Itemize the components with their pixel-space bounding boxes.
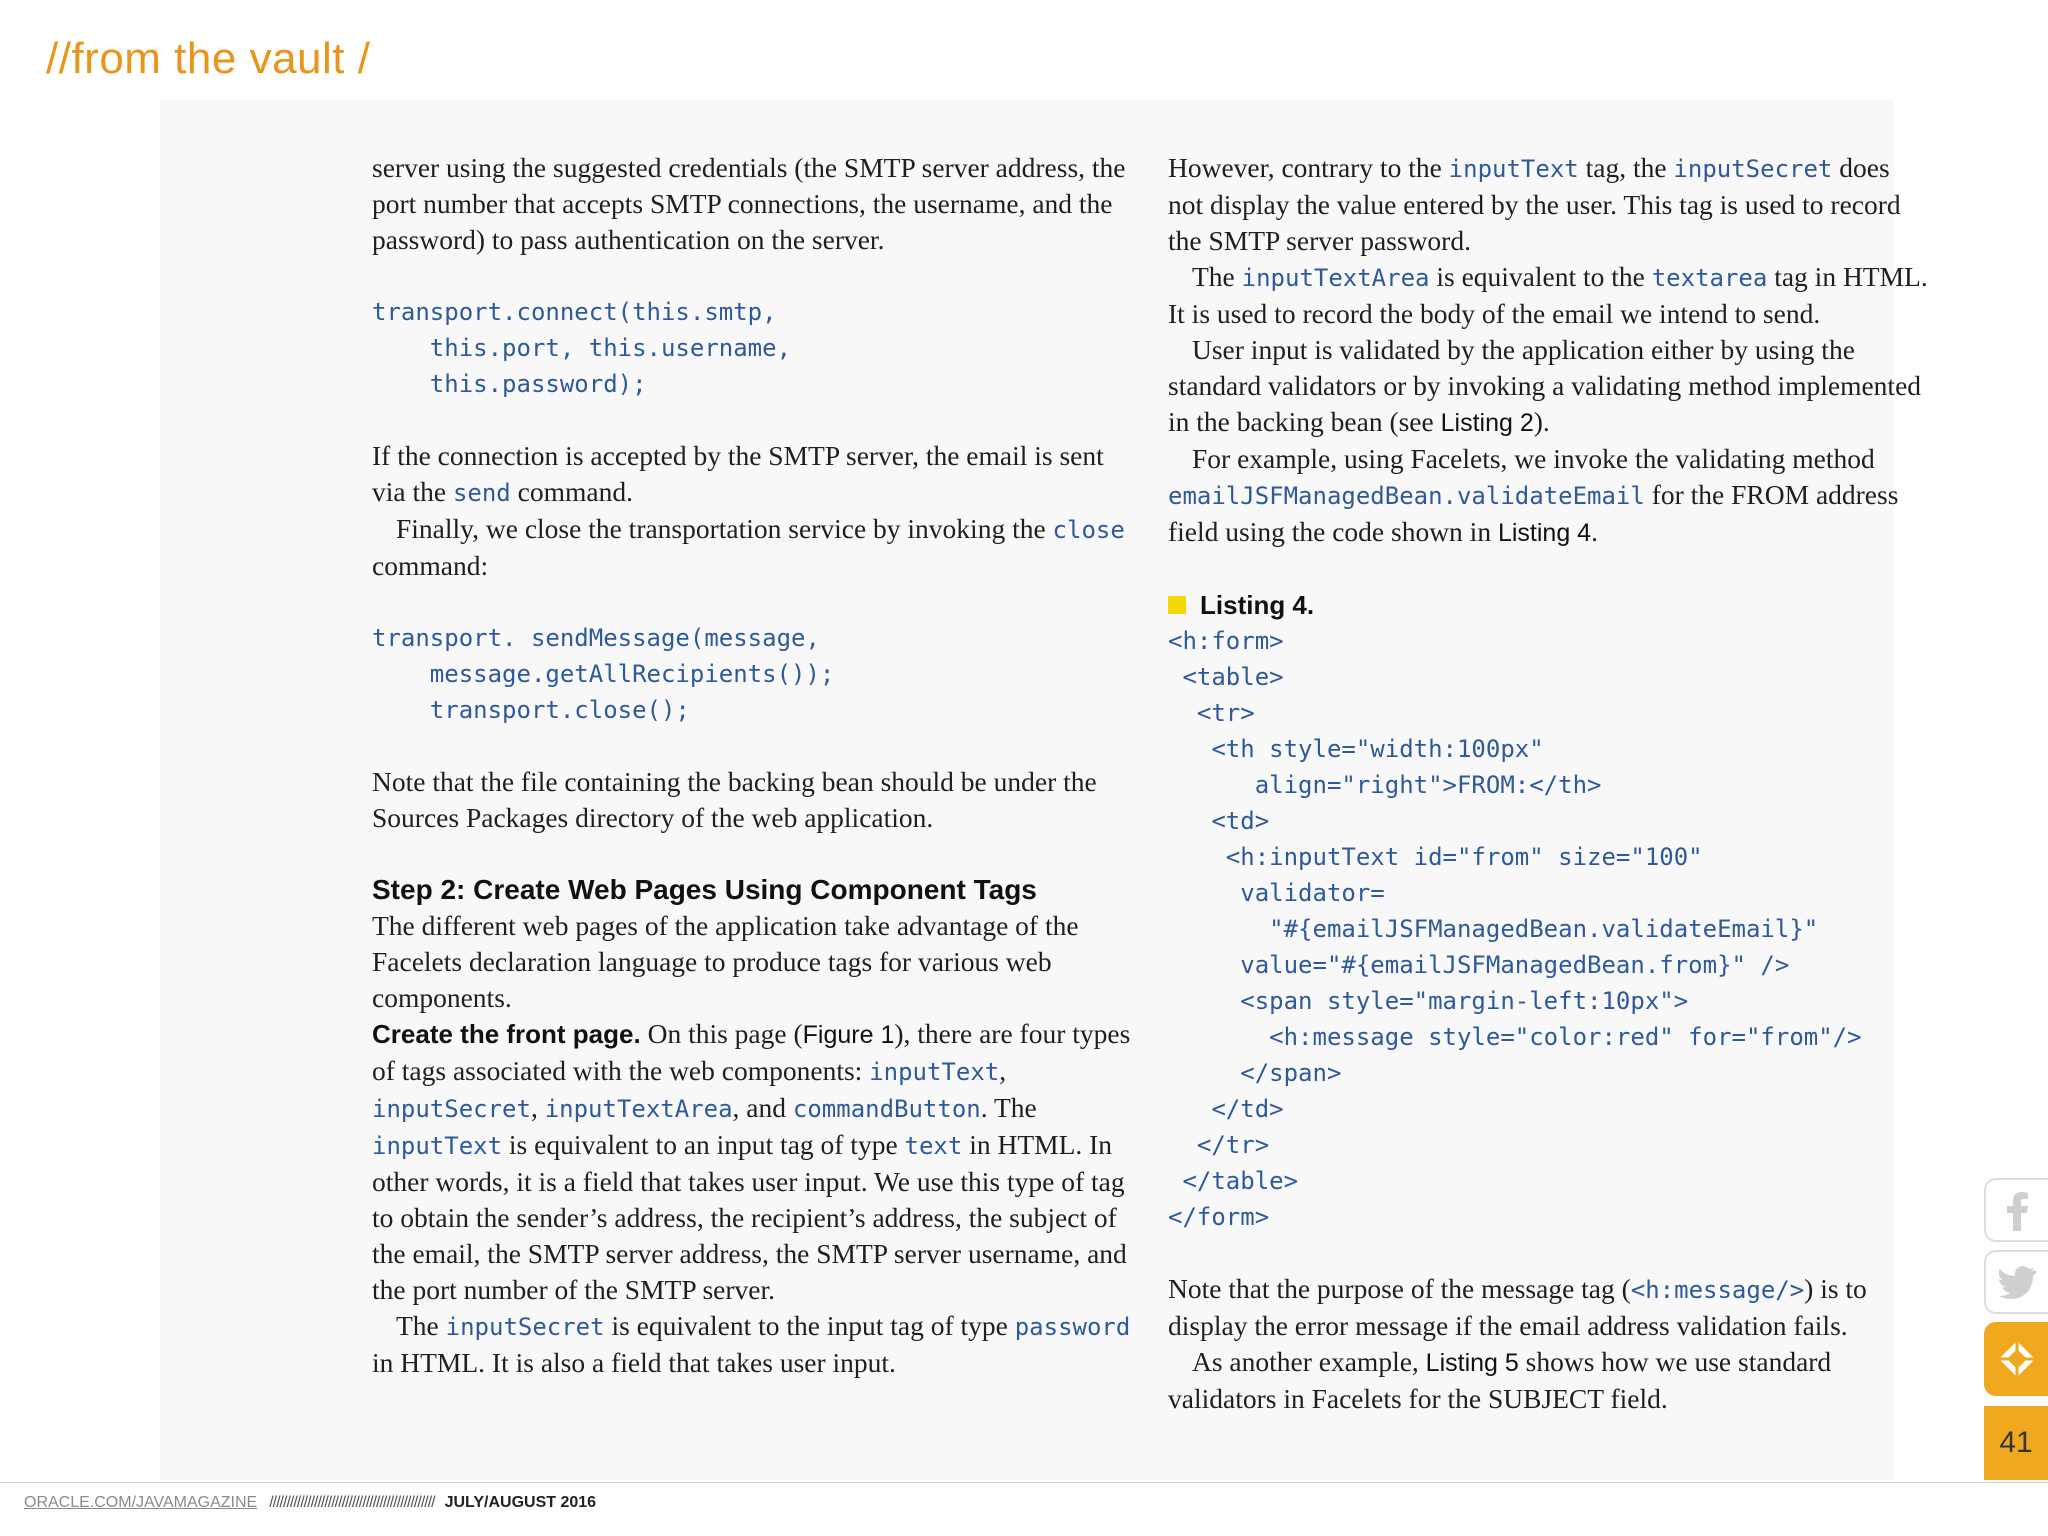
footer-slashes: //////////////////////////////////////////////// <box>269 1494 435 1511</box>
listing-marker-icon <box>1168 596 1186 614</box>
paragraph: As another example, Listing 5 shows how we use standard validators in Facelets for the SUBJECT field. <box>1168 1346 1832 1414</box>
inline-code: close <box>1052 516 1125 544</box>
twitter-icon <box>1997 1265 2037 1299</box>
code-line: </td> <box>1168 1095 1284 1123</box>
footer-link[interactable]: ORACLE.COM/JAVAMAGAZINE <box>24 1494 258 1511</box>
listing-reference: Listing 5 <box>1425 1349 1519 1377</box>
footer <box>24 1494 596 1512</box>
listing-reference: Listing 4 <box>1497 519 1592 547</box>
page-number: 41 <box>1984 1406 2048 1480</box>
code-line: message.getAllRecipients()); <box>372 660 835 688</box>
code-line: this.password); <box>372 370 647 398</box>
paragraph: server using the suggested credentials (the SMTP server address, the port number that accepts SMTP connections, the username, and the password) to pass authentication on the server. <box>372 152 1126 255</box>
code-line: <span style="margin-left:10px"> <box>1168 987 1689 1015</box>
code-line: </form> <box>1168 1203 1270 1231</box>
code-line: <tr> <box>1168 699 1255 727</box>
code-line: this.port, this.username, <box>372 334 792 362</box>
bookmark-button[interactable] <box>1984 1322 2048 1396</box>
paragraph: Note that the file containing the backing bean should be under the Sources Packages directory of the web application. <box>372 766 1097 833</box>
code-block-send <box>372 620 1132 728</box>
code-line: </span> <box>1168 1059 1342 1087</box>
code-line: </tr> <box>1168 1131 1270 1159</box>
bookmark-icon <box>1995 1337 2039 1381</box>
paragraph: User input is validated by the application either by using the standard validators or by invoking a validating method implemented in the backing bean (see Listing 2). <box>1168 334 1922 437</box>
code-line: <table> <box>1168 663 1284 691</box>
code-line: "#{emailJSFManagedBean.validateEmail}" <box>1168 915 1819 943</box>
paragraph: Create the front page. On this page (Figure 1), there are four types of tags associated with the web components: inputText, inputSecret, inputTextArea, and commandButton. The inputText is equivalent to an input tag of type text in HTML. In other words, it is a field that takes user input. We use this type of tag to obtain the sender’s address, the recipient’s address, the subject of the email, the SMTP server address, the SMTP server username, and the port number of the SMTP server. <box>372 1018 1131 1305</box>
code-line: <th style="width:100px" <box>1168 735 1544 763</box>
code-line: align="right">FROM:</th> <box>1168 771 1602 799</box>
twitter-share-button[interactable] <box>1984 1250 2048 1314</box>
footer-issue: JULY/AUGUST 2016 <box>444 1494 597 1511</box>
paragraph: The different web pages of the application take advantage of the Facelets declaration language to produce tags for various web components. <box>372 910 1079 1013</box>
paragraph: If the connection is accepted by the SMTP server, the email is sent via the send command. <box>372 440 1104 507</box>
listing-header <box>1168 587 1928 623</box>
code-listing <box>1168 623 1928 1235</box>
code-line: transport. sendMessage(message, <box>372 624 820 652</box>
listing-reference: Listing 2 <box>1440 409 1534 437</box>
code-line: <h:message style="color:red" for="from"/> <box>1168 1023 1862 1051</box>
code-block-connect <box>372 294 1132 402</box>
code-line: transport.close(); <box>372 696 690 724</box>
listing-label: Listing 4. <box>1200 590 1315 620</box>
code-line: <td> <box>1168 807 1270 835</box>
facebook-icon <box>2000 1189 2034 1231</box>
paragraph: However, contrary to the inputText tag, the inputSecret does not display the value entered by the user. This tag is used to record the SMTP server password. <box>1168 152 1901 256</box>
step-heading: Step 2: Create Web Pages Using Component Tags <box>372 874 1037 905</box>
paragraph: The inputSecret is equivalent to the input tag of type password in HTML. It is also a field that takes user input. <box>372 1310 1131 1378</box>
paragraph: Finally, we close the transportation service by invoking the close command: <box>372 513 1125 581</box>
paragraph: Note that the purpose of the message tag (<h:message/>) is to display the error message if the email address validation fails. <box>1168 1273 1867 1341</box>
left-column <box>372 150 1132 1381</box>
code-line: value="#{emailJSFManagedBean.from}" /> <box>1168 951 1790 979</box>
code-line: <h:inputText id="from" size="100" <box>1168 843 1703 871</box>
section-header: //from the vault / <box>46 34 371 83</box>
paragraph: The inputTextArea is equivalent to the textarea tag in HTML. It is used to record the body of the email we intend to send. <box>1168 261 1928 329</box>
facebook-share-button[interactable] <box>1984 1178 2048 1242</box>
figure-reference: Figure 1 <box>802 1021 895 1049</box>
run-in-heading: Create the front page. <box>372 1019 641 1049</box>
code-line: <h:form> <box>1168 627 1284 655</box>
paragraph: For example, using Facelets, we invoke the validating method emailJSFManagedBean.validateEmail for the FROM address field using the code shown in Listing 4. <box>1168 443 1899 547</box>
code-line: </table> <box>1168 1167 1299 1195</box>
right-column <box>1168 150 1928 1417</box>
code-line: transport.connect(this.smtp, <box>372 298 777 326</box>
inline-code: send <box>452 479 511 507</box>
code-line: validator= <box>1168 879 1385 907</box>
footer-divider <box>0 1482 2048 1483</box>
